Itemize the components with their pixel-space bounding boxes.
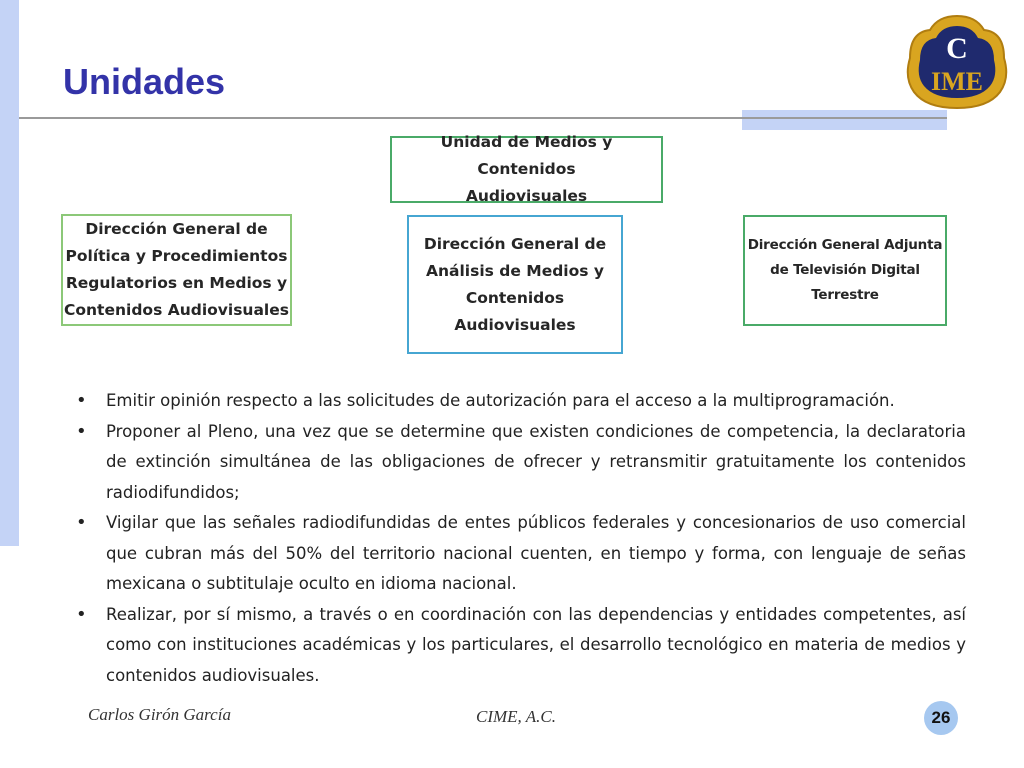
org-box-left-unit — [61, 214, 292, 326]
org-box-line: Regulatorios en Medios y — [65, 274, 288, 292]
page-number-badge: 26 — [924, 701, 958, 735]
title-rule-accent — [742, 110, 947, 130]
org-box-line: Audiovisuales — [465, 187, 588, 205]
function-list-item: • Vigilar que las señales radiodifundidas de entes públicos federales y concesionarios de uso comercial que cubran más del 50% del territorio nacional cuenten, en tiempo y forma, con lenguaje de señas mexicana o subtitulaje oculto en idioma nacional. — [70, 508, 966, 600]
org-box-line: Unidad de Medios y Contenidos — [440, 133, 613, 178]
left-accent-bar — [0, 0, 19, 546]
org-box-line: Dirección General Adjunta — [747, 237, 943, 253]
function-list-item: • Emitir opinión respecto a las solicitudes de autorización para el acceso a la multiprogramación. — [70, 386, 966, 417]
title-rule — [19, 117, 947, 119]
org-box-line: Dirección General de — [85, 220, 268, 238]
footer-organization: CIME, A.C. — [476, 707, 556, 726]
cime-logo-icon — [904, 14, 1010, 110]
org-box-center-unit — [407, 215, 623, 354]
org-box-top-unit — [390, 133, 663, 205]
org-box-line: Política y Procedimientos — [65, 247, 288, 265]
function-list — [70, 386, 966, 691]
slide-title: Unidades — [63, 61, 226, 102]
org-box-line: Análisis de Medios y — [425, 261, 604, 280]
footer-author: Carlos Girón García — [88, 705, 231, 724]
function-list-item: • Proponer al Pleno, una vez que se determine que existen condiciones de competencia, la declaratoria de extinción simultánea de las obligaciones de ofrecer y retransmitir gratuitamente los contenidos radiodifundidos; — [70, 417, 966, 509]
function-list-item: • Realizar, por sí mismo, a través o en coordinación con las dependencias y entidades competentes, así como con instituciones académicas y los particulares, el desarrollo tecnológico en materia de medios y contenidos audiovisuales. — [70, 600, 966, 692]
org-box-line: de Televisión Digital — [770, 262, 920, 278]
org-box-right-unit — [743, 215, 947, 326]
org-box-line: Audiovisuales — [454, 315, 576, 334]
org-box-line: Terrestre — [811, 287, 879, 303]
org-box-line: Dirección General de — [423, 234, 607, 253]
logo-letters-bottom: IME — [931, 67, 983, 96]
logo-letters-top: C — [946, 32, 968, 65]
org-box-line: Contenidos Audiovisuales — [64, 301, 289, 319]
org-box-line: Contenidos — [465, 288, 565, 307]
